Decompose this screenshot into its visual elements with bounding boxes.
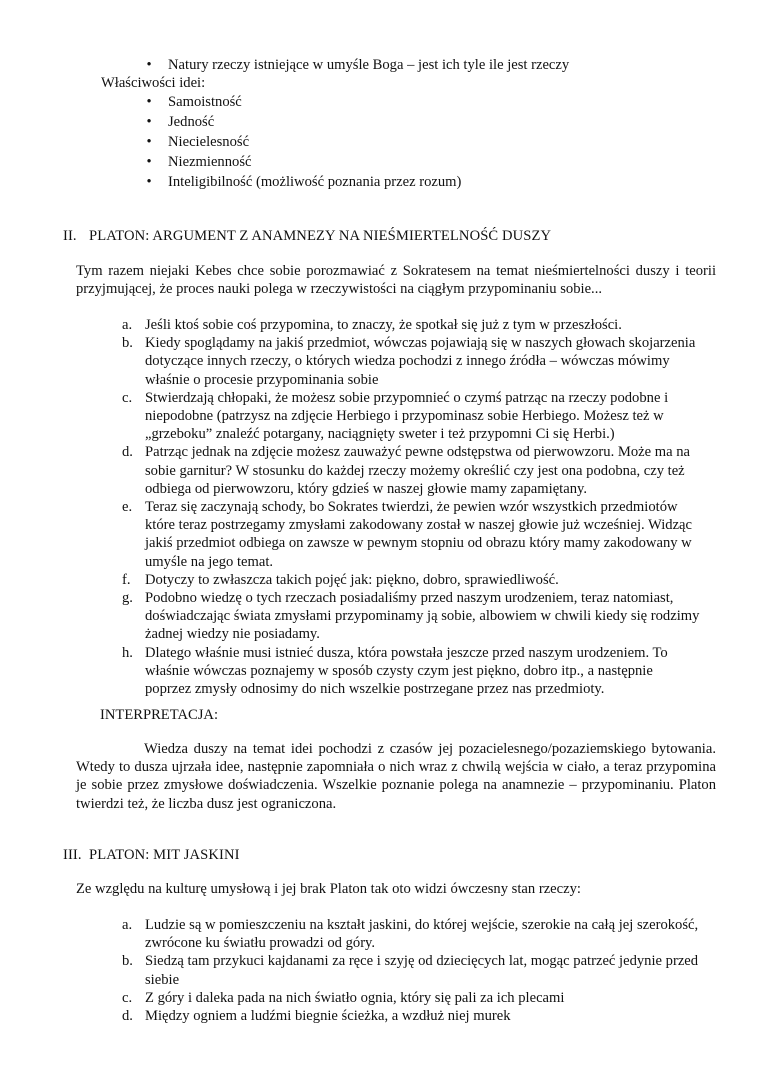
section-2-intro: Tym razem niejaki Kebes chce sobie porozmawiać z Sokratesem na temat nieśmiertelności duszy i teorii przyjmującej, że proces nauki polega w rzeczywistości na ciągłym przypominaniu sobie...	[76, 263, 716, 298]
properties-label: Właściwości idei:	[101, 75, 206, 91]
section-3-list	[0, 916, 760, 1025]
list-item: d. Patrząc jednak na zdjęcie możesz zauważyć pewne odstępstwa od pierwowzoru. Może ma na sobie garnitur? W stosunku do każdej rzeczy możemy określić czy jest ona podobna, czy też odbiega od pierwowzoru, który gdzieś w naszej głowie mamy zapamiętany.	[122, 444, 690, 497]
list-item: • Natury rzeczy istniejące w umyśle Boga – jest ich tyle ile jest rzeczy	[0, 55, 760, 75]
properties-list	[0, 92, 760, 192]
list-item: c. Z góry i daleka pada na nich światło ognia, który się pali za ich plecami	[122, 989, 565, 1006]
list-item: b. Kiedy spoglądamy na jakiś przedmiot, wówczas pojawiają się w naszych głowach skojarzenia dotyczące innych rzeczy, o których wiedza pochodzi z innego źródła – wówczas mówimy właśnie o procesie przypominania sobie	[122, 335, 696, 388]
list-item: • Niecielesność	[0, 132, 760, 152]
interpretation-label: INTERPRETACJA:	[100, 707, 219, 723]
list-item: f. Dotyczy to zwłaszcza takich pojęć jak: piękno, dobro, sprawiedliwość.	[122, 571, 559, 588]
section-2-list	[0, 316, 760, 698]
section-2-number: II.	[63, 228, 77, 244]
list-item: c. Stwierdzają chłopaki, że możesz sobie przypomnieć o czymś patrząc na rzeczy podobne i niepodobne (patrzysz na zdjęcie Herbiego i przypominasz sobie Herbiego. Możesz też w „grzeboku” znaleźć potargany, naciągnięty sweter i też przypomni Ci się Herbi.)	[122, 389, 669, 443]
interpretation-text: Wiedza duszy na temat idei pochodzi z czasów jej pozacielesnego/pozaziemskiego bytowania. Wtedy to dusza ujrzała idee, następnie zapomniała o nich wraz z chwilą wejścia w ciało, a teraz przypomina je sobie przez zmysłowe doświadczenia. Wszelkie poznanie polega na anamnezie – przypominaniu. Platon twierdzi też, że liczba dusz jest ograniczona.	[76, 741, 716, 812]
bullet-icon: •	[146, 174, 152, 190]
list-item: h. Dlatego właśnie musi istnieć dusza, która powstała jeszcze przed naszym urodzeniem. To właśnie wówczas poznajemy w sposób czysty czym jest piękno, dobro itp., a następnie poprzez zmysły odnosimy do nich wszelkie postrzegane przez nas przedmioty.	[122, 644, 668, 698]
bullet-icon: •	[146, 134, 152, 150]
section-3-intro: Ze względu na kulturę umysłową i jej brak Platon tak oto widzi ówczesny stan rzeczy:	[76, 881, 581, 897]
bullet-icon: •	[146, 94, 152, 110]
section-2-title: PLATON: ARGUMENT Z ANAMNEZY NA NIEŚMIERTELNOŚĆ DUSZY	[89, 228, 552, 244]
bullet-icon: •	[146, 114, 152, 130]
list-item: • Samoistność	[0, 92, 760, 112]
list-item: e. Teraz się zaczynają schody, bo Sokrates twierdzi, że pewien wzór wszystkich przedmiotów które teraz postrzegamy zmysłami zakodowany został w naszej głowie już wcześniej. Widząc jakiś przedmiot odbiega on zawsze w pewnym stopniu od obrazu który mamy zakodowany w umyśle na jego temat.	[122, 499, 693, 570]
top-bullet-list	[0, 55, 760, 75]
list-item: d. Między ogniem a ludźmi biegnie ścieżka, a wzdłuż niej murek	[122, 1008, 511, 1025]
section-3-number: III.	[63, 847, 82, 863]
list-item: a. Jeśli ktoś sobie coś przypomina, to znaczy, że spotkał się już z tym w przeszłości.	[122, 317, 622, 333]
list-item: g. Podobno wiedzę o tych rzeczach posiadaliśmy przed naszym urodzeniem, teraz natomiast, doświadczając świata zmysłami przypominamy ją sobie, albowiem w chwili kiedy się rodzimy żadnej wiedzy nie posiadamy.	[122, 590, 700, 643]
list-item: a. Ludzie są w pomieszczeniu na kształt jaskini, do której wejście, szerokie na całą jej szerokość, zwrócone ku światłu prowadzi od góry.	[122, 917, 699, 952]
list-item: • Jedność	[0, 112, 760, 132]
section-2-heading	[63, 227, 551, 245]
list-item: • Inteligibilność (możliwość poznania przez rozum)	[0, 172, 760, 192]
list-item: b. Siedzą tam przykuci kajdanami za ręce i szyję od dziecięcych lat, mogąc patrzeć jedynie przed siebie	[122, 953, 699, 988]
section-3-title: PLATON: MIT JASKINI	[89, 847, 240, 863]
bullet-icon: •	[146, 57, 152, 73]
list-item: • Niezmienność	[0, 152, 760, 172]
bullet-icon: •	[146, 154, 152, 170]
section-3-heading	[63, 846, 240, 864]
